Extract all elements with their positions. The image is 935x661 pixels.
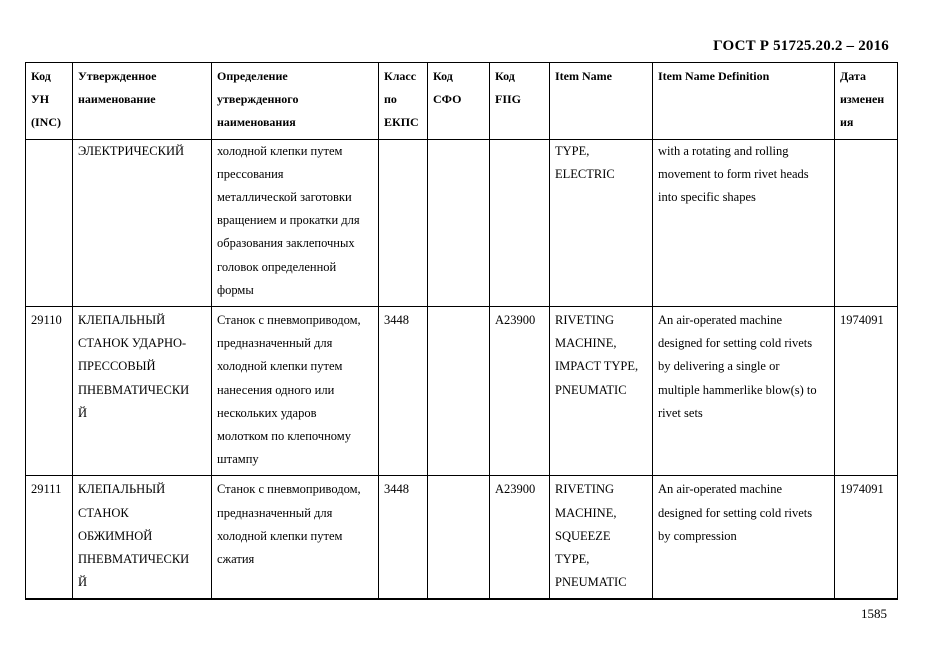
cell-inc — [26, 139, 73, 306]
cell-approved-name: КЛЕПАЛЬНЫЙ СТАНОК УДАРНО- ПРЕССОВЫЙ ПНЕВМАТИЧЕСКИ Й — [73, 307, 212, 476]
cell-definition: Станок с пневмоприводом, предназначенный для холодной клепки путем нанесения одного или нескольких ударов молотком по клепочному штампу — [212, 307, 379, 476]
column-header-approved-name: Утвержденное наименование — [73, 63, 212, 140]
column-header-ekps-class: Класс по ЕКПС — [379, 63, 428, 140]
table-row — [26, 307, 898, 476]
cell-definition: Станок с пневмоприводом, предназначенный для холодной клепки путем сжатия — [212, 476, 379, 600]
column-header-sfo-code: Код СФО — [428, 63, 490, 140]
cell-ekps-class — [379, 139, 428, 306]
cell-definition: холодной клепки путем прессования металлической заготовки вращением и прокатки для образования заклепочных головок определенной формы — [212, 139, 379, 306]
cell-ekps-class: 3448 — [379, 476, 428, 600]
cell-ekps-class: 3448 — [379, 307, 428, 476]
column-header-item-name: Item Name — [550, 63, 653, 140]
column-header-fiig-code: Код FIIG — [490, 63, 550, 140]
cell-sfo-code — [428, 476, 490, 600]
table-header-row — [26, 63, 898, 140]
page-number: 1585 — [861, 606, 887, 621]
cell-inc: 29110 — [26, 307, 73, 476]
cell-item-name-definition: An air-operated machine designed for setting cold rivets by delivering a single or multiple hammerlike blow(s) to rivet sets — [653, 307, 835, 476]
cell-approved-name: КЛЕПАЛЬНЫЙ СТАНОК ОБЖИМНОЙ ПНЕВМАТИЧЕСКИ Й — [73, 476, 212, 600]
column-header-item-name-definition: Item Name Definition — [653, 63, 835, 140]
table-row — [26, 476, 898, 600]
cell-inc: 29111 — [26, 476, 73, 600]
cell-change-date: 1974091 — [835, 476, 898, 600]
document-header: ГОСТ Р 51725.20.2 – 2016 — [713, 38, 889, 54]
column-header-definition: Определение утвержденного наименования — [212, 63, 379, 140]
classification-table — [25, 62, 898, 600]
cell-item-name: TYPE, ELECTRIC — [550, 139, 653, 306]
cell-sfo-code — [428, 307, 490, 476]
cell-item-name-definition: An air-operated machine designed for setting cold rivets by compression — [653, 476, 835, 600]
cell-item-name: RIVETING MACHINE, SQUEEZE TYPE, PNEUMATIC — [550, 476, 653, 600]
cell-item-name: RIVETING MACHINE, IMPACT TYPE, PNEUMATIC — [550, 307, 653, 476]
cell-fiig-code: A23900 — [490, 476, 550, 600]
table-row — [26, 139, 898, 306]
cell-change-date: 1974091 — [835, 307, 898, 476]
cell-fiig-code — [490, 139, 550, 306]
cell-change-date — [835, 139, 898, 306]
column-header-inc: Код УН (INC) — [26, 63, 73, 140]
column-header-change-date: Дата изменен ия — [835, 63, 898, 140]
cell-item-name-definition: with a rotating and rolling movement to form rivet heads into specific shapes — [653, 139, 835, 306]
cell-approved-name: ЭЛЕКТРИЧЕСКИЙ — [73, 139, 212, 306]
cell-sfo-code — [428, 139, 490, 306]
cell-fiig-code: A23900 — [490, 307, 550, 476]
